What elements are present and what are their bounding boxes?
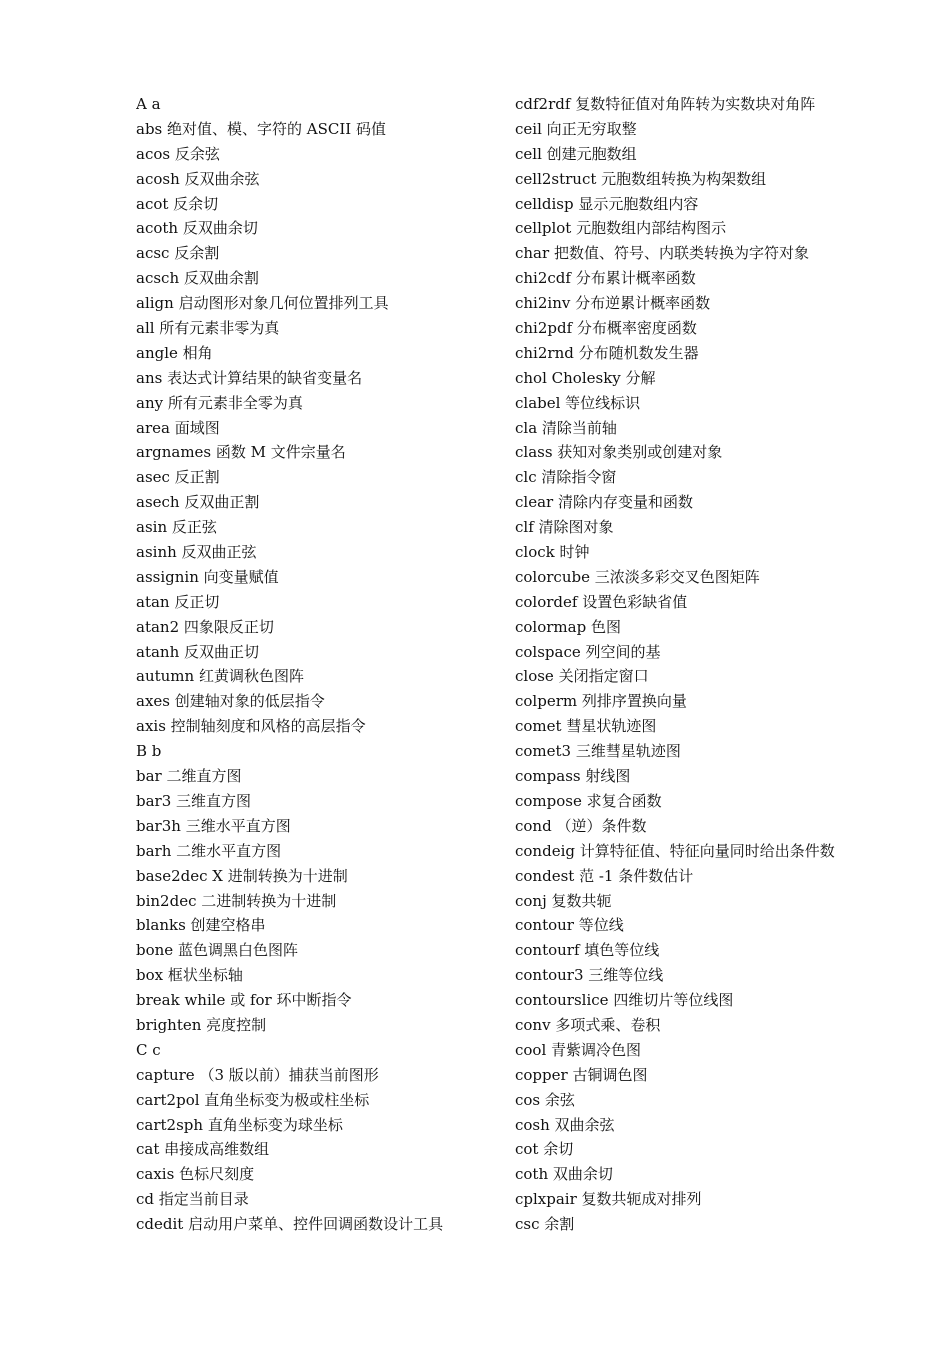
- function-entry: assignin 向变量赋值: [136, 567, 279, 586]
- function-entry: abs 绝对值、模、字符的 ASCII 码值: [136, 119, 386, 138]
- function-entry: cart2pol 直角坐标变为极或柱坐标: [136, 1090, 370, 1109]
- function-entry: cosh 双曲余弦: [515, 1115, 615, 1134]
- function-entry: cell2struct 元胞数组转换为构架数组: [515, 169, 767, 188]
- function-entry: acos 反余弦: [136, 144, 220, 163]
- function-entry: all 所有元素非零为真: [136, 319, 280, 338]
- function-entry: B b: [136, 742, 162, 761]
- function-entry: atan2 四象限反正切: [136, 617, 274, 636]
- function-entry: clabel 等位线标识: [515, 393, 641, 412]
- function-entry: axis 控制轴刻度和风格的高层指令: [136, 717, 366, 736]
- function-entry: compose 求复合函数: [515, 791, 662, 810]
- function-entry: cart2sph 直角坐标变为球坐标: [136, 1115, 343, 1134]
- function-entry: condeig 计算特征值、特征向量同时给出条件数: [515, 841, 835, 860]
- function-entry: cot 余切: [515, 1140, 574, 1159]
- function-entry: bar3 三维直方图: [136, 791, 252, 810]
- function-entry: chi2cdf 分布累计概率函数: [515, 269, 696, 288]
- function-entry: caxis 色标尺刻度: [136, 1165, 255, 1184]
- function-entry: conj 复数共轭: [515, 891, 612, 910]
- function-entry: clear 清除内存变量和函数: [515, 493, 693, 512]
- function-entry: cdf2rdf 复数特征值对角阵转为实数块对角阵: [515, 95, 816, 113]
- function-entry: break while 或 for 环中断指令: [136, 991, 352, 1010]
- function-entry: acsc 反余割: [136, 244, 220, 263]
- function-entry: cat 串接成高维数组: [136, 1140, 270, 1159]
- function-entry: contourf 填色等位线: [515, 941, 660, 960]
- function-entry: box 框状坐标轴: [136, 966, 243, 985]
- function-entry: area 面域图: [136, 418, 220, 437]
- function-entry: acosh 反双曲余弦: [136, 169, 260, 188]
- function-entry: blanks 创建空格串: [136, 916, 266, 935]
- function-entry: asech 反双曲正割: [136, 493, 260, 512]
- function-entry: brighten 亮度控制: [136, 1015, 267, 1034]
- function-entry: colorcube 三浓淡多彩交叉色图矩阵: [515, 567, 760, 586]
- function-entry: align 启动图形对象几何位置排列工具: [136, 294, 389, 313]
- function-entry: acsch 反双曲余割: [136, 269, 259, 288]
- function-entry: bone 蓝色调黑白色图阵: [136, 941, 298, 960]
- function-entry: any 所有元素非全零为真: [136, 393, 303, 412]
- right-column: [515, 92, 915, 1237]
- function-entry: cd 指定当前目录: [136, 1190, 249, 1209]
- function-entry: bin2dec 二进制转换为十进制: [136, 891, 337, 910]
- function-entry: csc 余割: [515, 1215, 575, 1234]
- function-entry: contour3 三维等位线: [515, 966, 664, 985]
- function-entry: cellplot 元胞数组内部结构图示: [515, 219, 727, 238]
- function-entry: bar3h 三维水平直方图: [136, 816, 291, 835]
- function-entry: class 获知对象类别或创建对象: [515, 443, 723, 462]
- function-entry: capture （3 版以前）捕获当前图形: [136, 1065, 379, 1084]
- function-entry: cdedit 启动用户菜单、控件回调函数设计工具: [136, 1215, 444, 1234]
- function-entry: asin 反正弦: [136, 518, 217, 537]
- function-entry: cool 青紫调冷色图: [515, 1040, 642, 1059]
- function-entry: colspace 列空间的基: [515, 642, 661, 661]
- function-entry: close 关闭指定窗口: [515, 667, 649, 686]
- function-entry: celldisp 显示元胞数组内容: [515, 194, 699, 213]
- function-entry: chol Cholesky 分解: [515, 368, 656, 387]
- function-entry: clc 清除指令窗: [515, 468, 617, 487]
- function-entry: argnames 函数 M 文件宗量名: [136, 443, 346, 462]
- function-entry: ans 表达式计算结果的缺省变量名: [136, 368, 363, 387]
- function-entry: asec 反正割: [136, 468, 220, 487]
- function-entry: barh 二维水平直方图: [136, 841, 282, 860]
- function-entry: coth 双曲余切: [515, 1165, 613, 1184]
- function-entry: bar 二维直方图: [136, 767, 242, 786]
- function-entry: ceil 向正无穷取整: [515, 119, 637, 138]
- function-entry: contourslice 四维切片等位线图: [515, 991, 734, 1010]
- function-entry: colperm 列排序置换向量: [515, 692, 687, 711]
- function-entry: atanh 反双曲正切: [136, 642, 260, 661]
- function-entry: acot 反余切: [136, 194, 219, 213]
- function-entry: angle 相角: [136, 343, 213, 362]
- function-entry: cos 余弦: [515, 1090, 575, 1109]
- function-entry: autumn 红黄调秋色图阵: [136, 667, 304, 686]
- function-entry: comet 彗星状轨迹图: [515, 717, 657, 736]
- function-entry: clock 时钟: [515, 543, 590, 562]
- function-entry: asinh 反双曲正弦: [136, 543, 257, 562]
- function-entry: conv 多项式乘、卷积: [515, 1015, 661, 1034]
- function-entry: clf 清除图对象: [515, 518, 614, 537]
- function-entry: cplxpair 复数共轭成对排列: [515, 1190, 702, 1209]
- function-entry: colormap 色图: [515, 617, 621, 636]
- function-entry: comet3 三维彗星轨迹图: [515, 742, 681, 761]
- function-entry: C c: [136, 1040, 161, 1059]
- function-entry: atan 反正切: [136, 592, 220, 611]
- function-entry: chi2rnd 分布随机数发生器: [515, 343, 699, 362]
- function-entry: chi2pdf 分布概率密度函数: [515, 319, 697, 338]
- function-entry: A a: [136, 95, 161, 113]
- function-entry: colordef 设置色彩缺省值: [515, 592, 688, 611]
- function-entry: acoth 反双曲余切: [136, 219, 258, 238]
- function-entry: cla 清除当前轴: [515, 418, 617, 437]
- function-entry: cell 创建元胞数组: [515, 144, 637, 163]
- function-entry: char 把数值、符号、内联类转换为字符对象: [515, 244, 809, 263]
- function-entry: condest 范 -1 条件数估计: [515, 866, 694, 885]
- function-entry: chi2inv 分布逆累计概率函数: [515, 294, 711, 313]
- function-entry: axes 创建轴对象的低层指令: [136, 692, 325, 711]
- left-column: [136, 92, 506, 1237]
- function-entry: contour 等位线: [515, 916, 624, 935]
- function-entry: compass 射线图: [515, 767, 631, 786]
- function-entry: copper 古铜调色图: [515, 1065, 648, 1084]
- function-entry: cond （逆）条件数: [515, 816, 647, 835]
- function-entry: base2dec X 进制转换为十进制: [136, 866, 348, 885]
